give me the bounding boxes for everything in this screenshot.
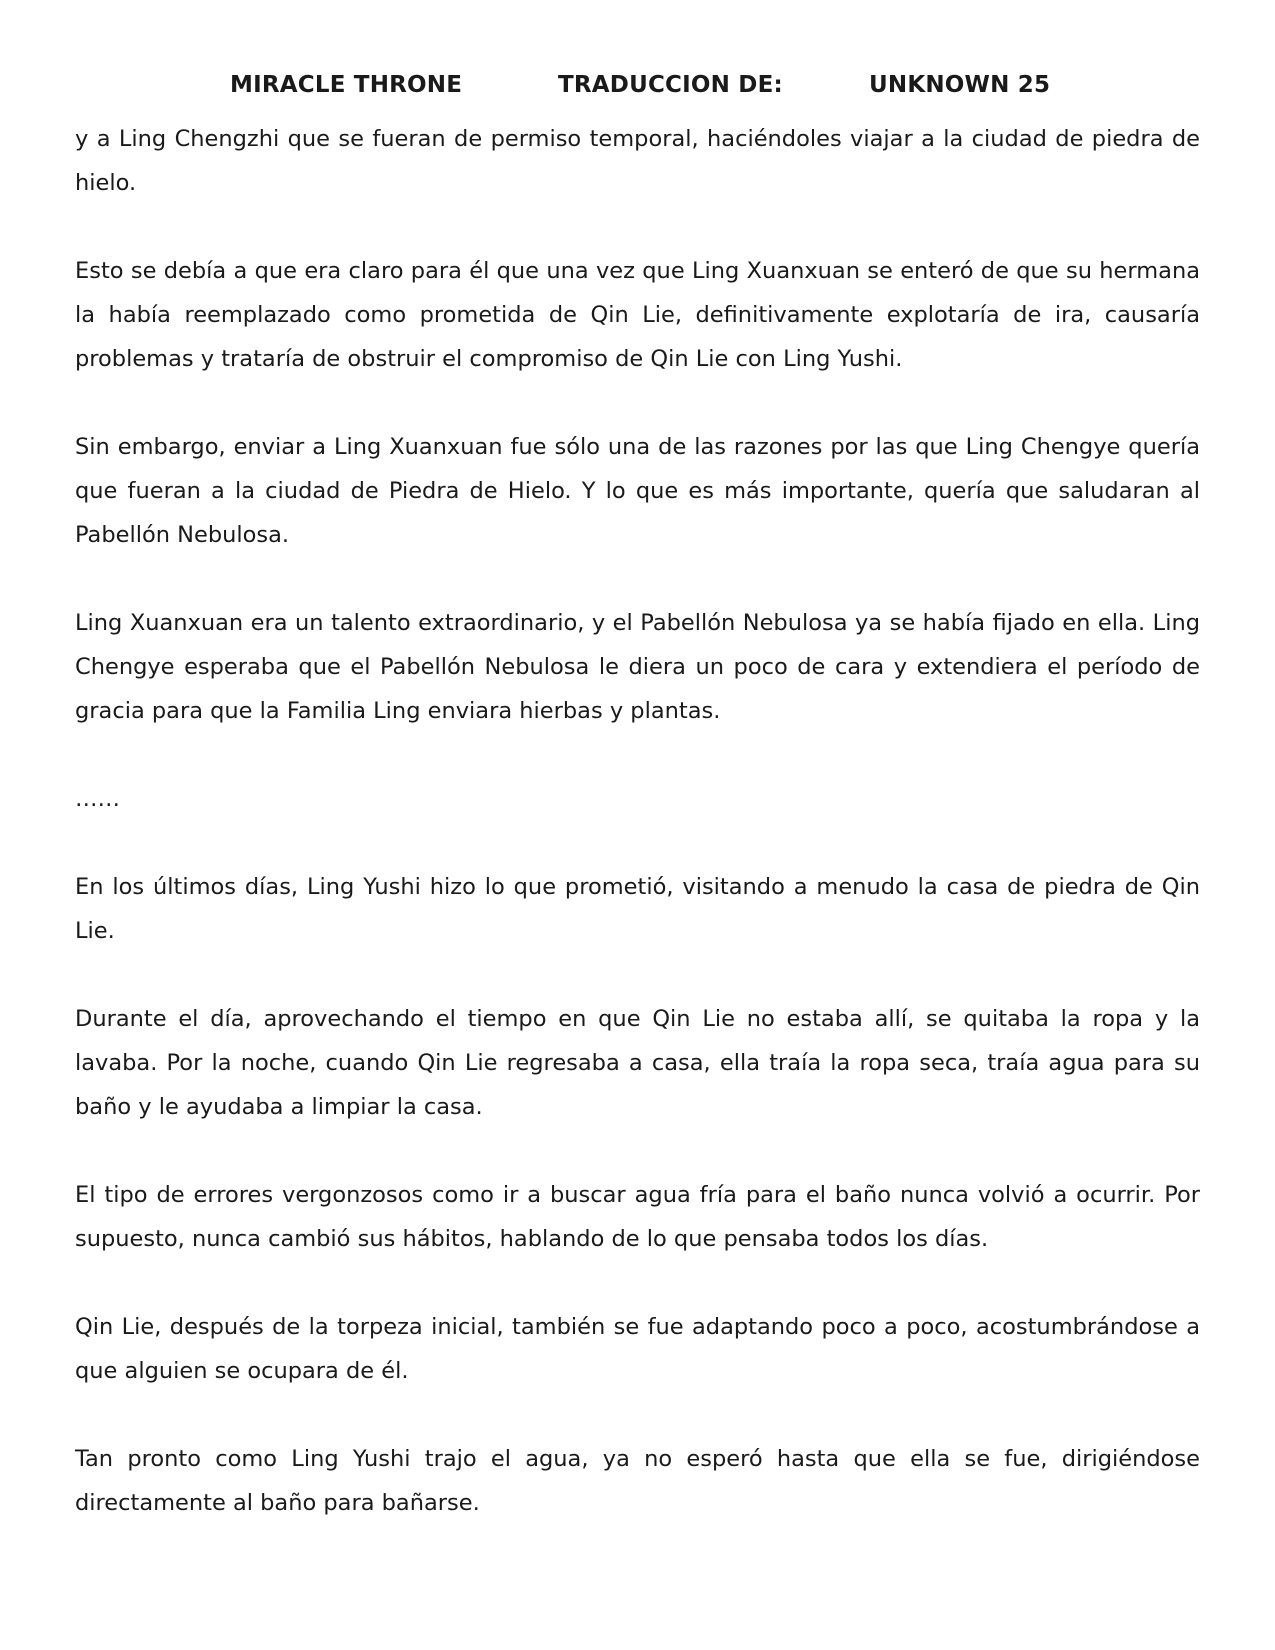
paragraph: Qin Lie, después de la torpeza inicial, también se fue adaptando poco a poco, acostumbrándose a que alguien se ocupara de él. (75, 1314, 1200, 1384)
page-header (0, 68, 1275, 108)
novel-title: MIRACLE THRONE (230, 72, 463, 98)
paragraph: Ling Xuanxuan era un talento extraordinario, y el Pabellón Nebulosa ya se había fijado en ella. Ling Chengye esperaba que el Pabellón Nebulosa le diera un poco de cara y extendiera el período de gracia para que la Familia Ling enviara hierbas y plantas. (75, 610, 1200, 724)
scene-break: …… (75, 786, 120, 812)
translation-label: TRADUCCION DE: (558, 72, 783, 98)
document-body (75, 117, 1200, 1569)
translator-name: UNKNOWN 25 (869, 72, 1051, 98)
paragraph: y a Ling Chengzhi que se fueran de permiso temporal, haciéndoles viajar a la ciudad de piedra de hielo. (75, 126, 1200, 196)
paragraph: El tipo de errores vergonzosos como ir a buscar agua fría para el baño nunca volvió a ocurrir. Por supuesto, nunca cambió sus hábitos, hablando de lo que pensaba todos los días. (75, 1182, 1200, 1252)
paragraph: Tan pronto como Ling Yushi trajo el agua, ya no esperó hasta que ella se fue, dirigiéndose directamente al baño para bañarse. (75, 1446, 1200, 1516)
paragraph: En los últimos días, Ling Yushi hizo lo que prometió, visitando a menudo la casa de piedra de Qin Lie. (75, 874, 1200, 944)
paragraph: Durante el día, aprovechando el tiempo en que Qin Lie no estaba allí, se quitaba la ropa y la lavaba. Por la noche, cuando Qin Lie regresaba a casa, ella traía la ropa seca, traía agua para su baño y le ayudaba a limpiar la casa. (75, 1006, 1200, 1120)
paragraph: Sin embargo, enviar a Ling Xuanxuan fue sólo una de las razones por las que Ling Chengye quería que fueran a la ciudad de Piedra de Hielo. Y lo que es más importante, quería que saludaran al Pabellón Nebulosa. (75, 434, 1200, 548)
paragraph: Esto se debía a que era claro para él que una vez que Ling Xuanxuan se enteró de que su hermana la había reemplazado como prometida de Qin Lie, definitivamente explotaría de ira, causaría problemas y trataría de obstruir el compromiso de Qin Lie con Ling Yushi. (75, 258, 1200, 372)
